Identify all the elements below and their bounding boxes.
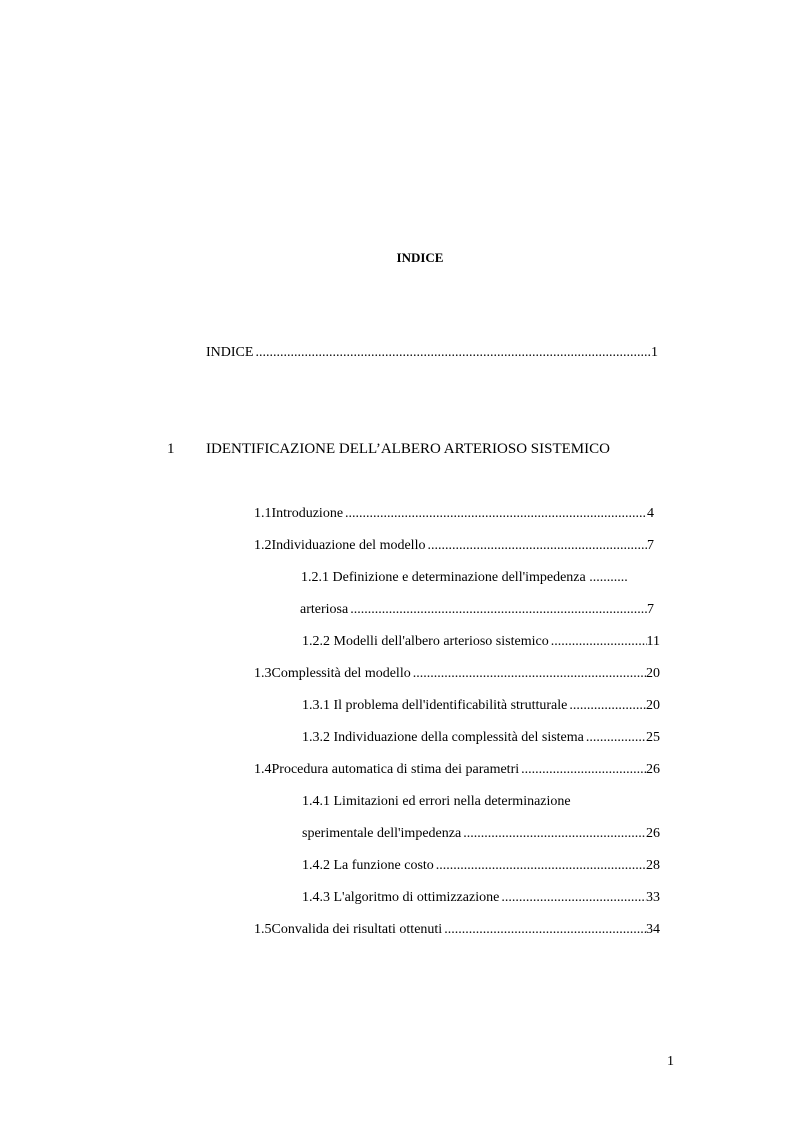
toc-entry-page: 1	[651, 345, 658, 360]
toc-leader-dots	[343, 505, 647, 523]
toc-entry-page: 11	[646, 634, 660, 649]
toc-entry-1-1[interactable]	[254, 505, 654, 523]
toc-entry-1-2-1-line1[interactable]	[301, 569, 628, 587]
toc-leader-dots	[519, 761, 646, 779]
toc-entry-title: Individuazione del modello	[271, 538, 426, 553]
toc-entry-page: 34	[646, 922, 660, 937]
toc-entry-1-4-1-line2[interactable]	[302, 825, 660, 843]
toc-leader-dots	[434, 857, 646, 875]
toc-entry-1-3-2[interactable]	[302, 729, 660, 747]
chapter-title[interactable]: IDENTIFICAZIONE DELL’ALBERO ARTERIOSO SISTEMICO	[206, 441, 610, 457]
toc-entry-page: 7	[647, 538, 654, 553]
toc-entry-title: Introduzione	[271, 506, 344, 521]
toc-leader-dots	[567, 697, 646, 715]
toc-leader-dots	[348, 601, 647, 619]
toc-leader-dots	[442, 921, 646, 939]
toc-entry-1-3[interactable]	[254, 665, 660, 683]
toc-entry-title: Convalida dei risultati ottenuti	[271, 922, 443, 937]
toc-entry-title: Procedura automatica di stima dei parametri	[271, 762, 520, 777]
toc-entry-page: 26	[646, 826, 660, 841]
toc-entry-title: 1.4.2 La funzione costo	[302, 858, 434, 873]
toc-entry-number: 1.2	[254, 538, 272, 553]
toc-entry-1-4-2[interactable]	[302, 857, 660, 875]
chapter-number: 1	[167, 441, 175, 457]
toc-entry-1-4-1-line1[interactable]	[302, 793, 571, 811]
toc-leader-dots	[411, 665, 646, 683]
toc-entry-1-2-2[interactable]	[302, 633, 660, 651]
toc-entry-number: 1.5	[254, 922, 272, 937]
toc-entry-title: 1.2.1 Definizione e determinazione dell'impedenza ...........	[301, 570, 628, 585]
toc-leader-dots	[549, 633, 647, 651]
toc-entry-1-2[interactable]	[254, 537, 654, 555]
toc-entry-page: 20	[646, 698, 660, 713]
toc-entry-number: 1.4	[254, 762, 272, 777]
toc-entry-1-5[interactable]	[254, 921, 660, 939]
toc-leader-dots	[253, 344, 651, 362]
toc-entry-title: 1.4.1 Limitazioni ed errori nella determinazione	[302, 794, 571, 809]
toc-entry-title: arteriosa	[300, 602, 349, 617]
toc-entry-title: INDICE	[206, 345, 254, 360]
toc-entry-title: Complessità del modello	[271, 666, 411, 681]
toc-entry-page: 25	[646, 730, 660, 745]
toc-entry-page: 20	[646, 666, 660, 681]
toc-entry-number: 1.3	[254, 666, 272, 681]
page-number: 1	[667, 1054, 674, 1069]
page-title: INDICE	[396, 250, 444, 265]
toc-entry-title: sperimentale dell'impedenza	[302, 826, 462, 841]
toc-entry-1-2-1-line2[interactable]	[300, 601, 654, 619]
toc-entry-indice[interactable]	[206, 344, 658, 362]
toc-leader-dots	[425, 537, 647, 555]
toc-entry-title: 1.2.2 Modelli dell'albero arterioso sistemico	[302, 634, 549, 649]
toc-entry-number: 1.1	[254, 506, 272, 521]
toc-entry-page: 26	[646, 762, 660, 777]
toc-entry-title: 1.4.3 L'algoritmo di ottimizzazione	[302, 890, 500, 905]
toc-entry-page: 4	[647, 506, 654, 521]
toc-entry-title: 1.3.2 Individuazione della complessità del sistema	[302, 730, 584, 745]
toc-entry-1-3-1[interactable]	[302, 697, 660, 715]
toc-leader-dots	[461, 825, 646, 843]
toc-entry-title: 1.3.1 Il problema dell'identificabilità strutturale	[302, 698, 568, 713]
toc-entry-page: 7	[647, 602, 654, 617]
toc-leader-dots	[584, 729, 646, 747]
toc-entry-1-4[interactable]	[254, 761, 660, 779]
toc-entry-1-4-3[interactable]	[302, 889, 660, 907]
toc-leader-dots	[499, 889, 646, 907]
toc-entry-page: 28	[646, 858, 660, 873]
toc-entry-page: 33	[646, 890, 660, 905]
